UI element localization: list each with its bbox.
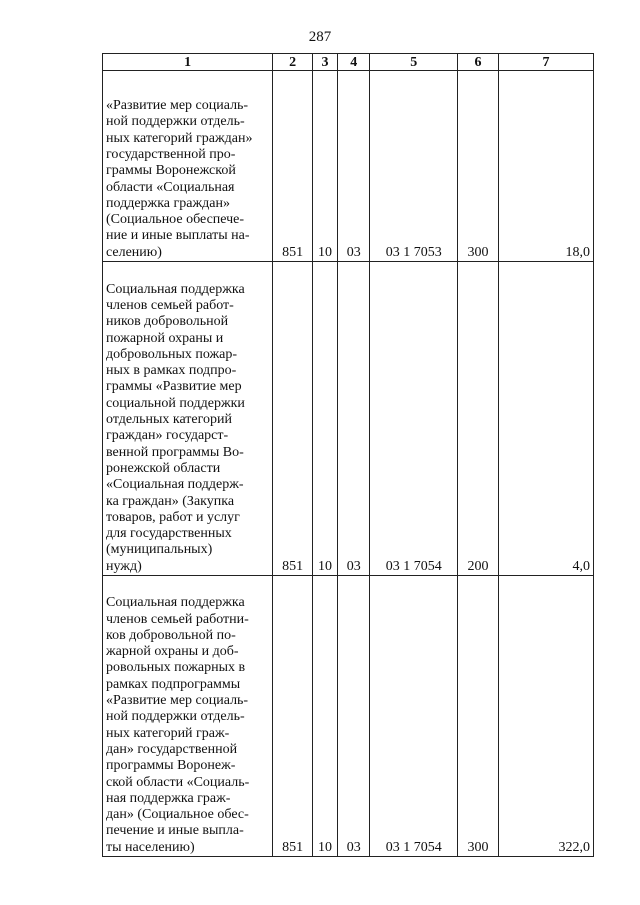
header-col-4: 4 bbox=[338, 54, 370, 71]
header-col-5: 5 bbox=[370, 54, 458, 71]
header-col-3: 3 bbox=[312, 54, 337, 71]
row-col-5: 03 1 7054 bbox=[370, 262, 458, 576]
row-col-4: 03 bbox=[338, 576, 370, 857]
budget-table bbox=[102, 53, 594, 857]
row-description: Социальная поддержка членов семьей работни- ков добровольной по- жарной охраны и доб- ровольных пожарных в рамках подпрограммы «Развитие мер социаль- ной поддержки отдель- ных категорий граж- дан» государственной программы Воронеж- ской области «Социаль- ная поддержка граж- дан» (Социальное обес- печение и иные выпла- ты населению) bbox=[103, 576, 273, 857]
row-col-2: 851 bbox=[273, 262, 313, 576]
row-col-6: 300 bbox=[458, 576, 499, 857]
row-col-5: 03 1 7053 bbox=[370, 71, 458, 262]
row-col-3: 10 bbox=[312, 71, 337, 262]
header-row bbox=[103, 54, 594, 71]
header-col-7: 7 bbox=[498, 54, 593, 71]
row-col-4: 03 bbox=[338, 262, 370, 576]
row-col-6: 200 bbox=[458, 262, 499, 576]
row-col-3: 10 bbox=[312, 576, 337, 857]
page-number: 287 bbox=[308, 29, 332, 45]
header-col-2: 2 bbox=[273, 54, 313, 71]
row-col-7: 4,0 bbox=[498, 262, 593, 576]
row-col-7: 322,0 bbox=[498, 576, 593, 857]
row-col-2: 851 bbox=[273, 71, 313, 262]
row-description: Социальная поддержка членов семьей работ- ников добровольной пожарной охраны и добровольных пожар- ных в рамках подпро- граммы «Развитие мер социальной поддержки отдельных категорий граждан» государст- венной программы Во- ронежской области «Социальная поддерж- ка граждан» (Закупка товаров, работ и услуг для государственных (муниципальных) нужд) bbox=[103, 262, 273, 576]
header-col-1: 1 bbox=[103, 54, 273, 71]
row-col-4: 03 bbox=[338, 71, 370, 262]
table-row bbox=[103, 576, 594, 857]
row-col-5: 03 1 7054 bbox=[370, 576, 458, 857]
row-col-7: 18,0 bbox=[498, 71, 593, 262]
table-row bbox=[103, 71, 594, 262]
row-col-6: 300 bbox=[458, 71, 499, 262]
header-col-6: 6 bbox=[458, 54, 499, 71]
row-col-3: 10 bbox=[312, 262, 337, 576]
table-row bbox=[103, 262, 594, 576]
row-description: «Развитие мер социаль- ной поддержки отдель- ных категорий граждан» государственной про- граммы Воронежской области «Социальная поддержка граждан» (Социальное обеспече- ние и иные выплаты на- селению) bbox=[103, 71, 273, 262]
row-col-2: 851 bbox=[273, 576, 313, 857]
